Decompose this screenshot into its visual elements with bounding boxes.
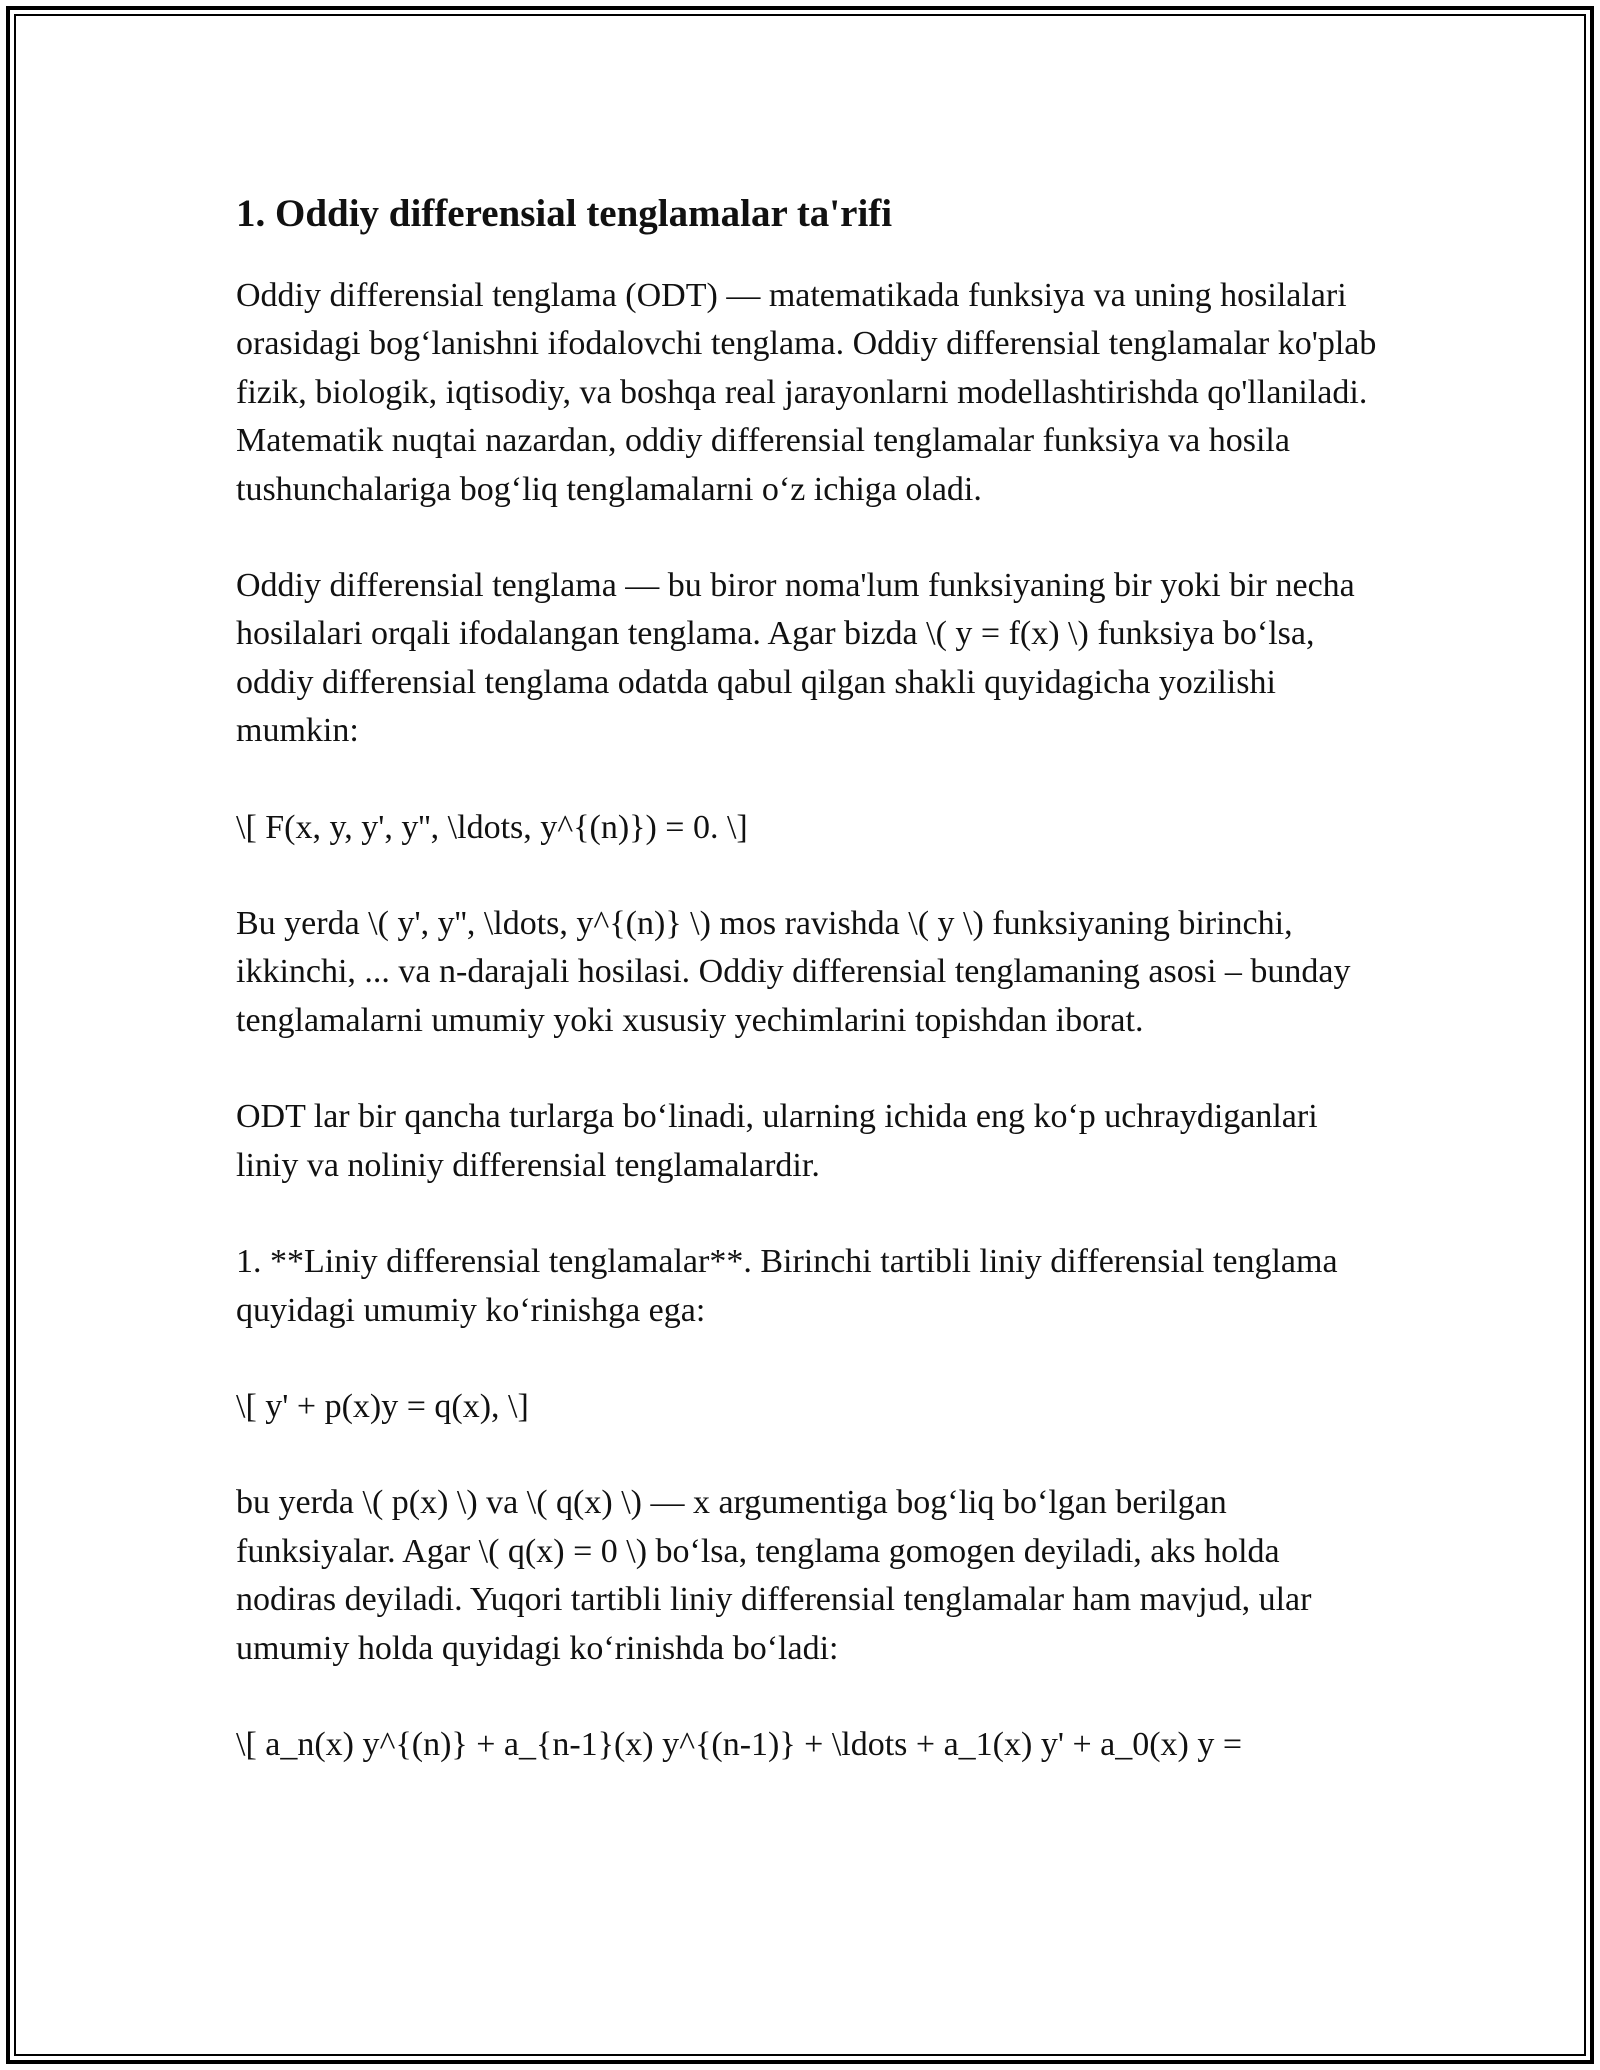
- document-body: [236, 186, 1386, 1769]
- formula-general-ode: \[ F(x, y, y', y'', \ldots, y^{(n)}) = 0. \]: [236, 808, 748, 846]
- paragraph-definition: Oddiy differensial tenglama (ODT) — matematikada funksiya va uning hosilalari orasidagi bog‘lanishni ifodalovchi tenglama. Oddiy differensial tenglamalar ko'plab fizik, biologik, iqtisodiy, va boshqa real jarayonlarni modellashtirishda qo'llaniladi. Matematik nuqtai nazardan, oddiy differensial tenglamalar funksiya va hosila tushunchalariga bog‘liq tenglamalarni o‘z ichiga oladi.: [236, 277, 1377, 508]
- section-title: 1. Oddiy differensial tenglamalar ta'rifi: [236, 192, 893, 235]
- list-item-linear-odes: 1. **Liniy differensial tenglamalar**. Birinchi tartibli liniy differensial tenglama quyidagi umumiy ko‘rinishga ega:: [236, 1243, 1338, 1329]
- formula-first-order-linear: \[ y' + p(x)y = q(x), \]: [236, 1387, 529, 1425]
- paragraph-derivatives-explanation: Bu yerda \( y', y'', \ldots, y^{(n)} \) mos ravishda \( y \) funksiyaning birinchi, ikkinchi, ... va n-darajali hosilasi. Oddiy differensial tenglamaning asosi – bunday tenglamalarni umumiy yoki xususiy yechimlarini topishdan iborat.: [236, 905, 1351, 1039]
- paragraph-general-form-intro: Oddiy differensial tenglama — bu biror noma'lum funksiyaning bir yoki bir necha hosilalari orqali ifodalangan tenglama. Agar bizda \( y = f(x) \) funksiya bo‘lsa, oddiy differensial tenglama odatda qabul qilgan shakli quyidagicha yozilishi mumkin:: [236, 567, 1355, 750]
- paragraph-ode-types: ODT lar bir qancha turlarga bo‘linadi, ularning ichida eng ko‘p uchraydiganlari liniy va noliniy differensial tenglamalardir.: [236, 1098, 1318, 1184]
- formula-higher-order-linear: \[ a_n(x) y^{(n)} + a_{n-1}(x) y^{(n-1)} + \ldots + a_1(x) y' + a_0(x) y =: [236, 1725, 1243, 1763]
- paragraph-linear-explanation: bu yerda \( p(x) \) va \( q(x) \) — x argumentiga bog‘liq bo‘lgan berilgan funksiyalar. Agar \( q(x) = 0 \) bo‘lsa, tenglama gomogen deyiladi, aks holda nodiras deyiladi. Yuqori tartibli liniy differensial tenglamalar ham mavjud, ular umumiy holda quyidagi ko‘rinishda bo‘ladi:: [236, 1484, 1312, 1667]
